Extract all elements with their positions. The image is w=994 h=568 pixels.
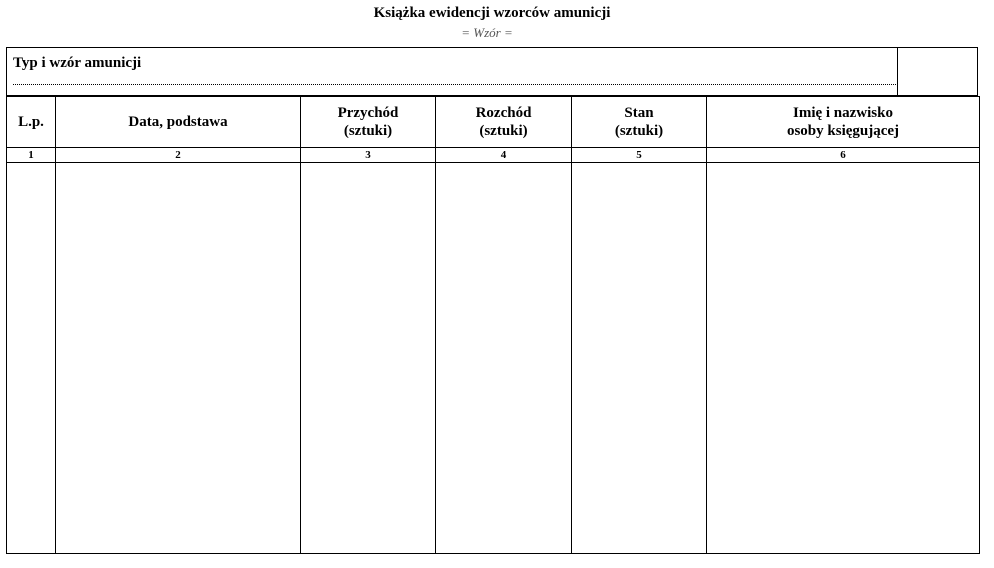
ammunition-type-label: Typ i wzór amunicji — [13, 55, 142, 71]
column-number: 6 — [707, 148, 980, 163]
entry-cell-stock[interactable] — [572, 163, 707, 554]
column-header-lp: L.p. — [7, 97, 56, 148]
column-header-outgo: Rozchód (sztuki) — [436, 97, 572, 148]
ammunition-type-fill-line[interactable] — [13, 84, 896, 85]
entry-cell-person[interactable] — [707, 163, 980, 554]
ammunition-type-box — [6, 47, 978, 96]
column-header-income: Przychód (sztuki) — [301, 97, 436, 148]
entry-cell-outgo[interactable] — [436, 163, 572, 554]
ammunition-type-side-divider — [897, 48, 898, 95]
column-number: 5 — [572, 148, 707, 163]
column-header-person: Imię i nazwisko osoby księgującej — [707, 97, 980, 148]
header-row — [7, 97, 980, 148]
column-header-date: Data, podstawa — [56, 97, 301, 148]
document-subtitle: = Wzór = — [461, 25, 513, 40]
column-number: 3 — [301, 148, 436, 163]
entry-area-row — [7, 163, 980, 554]
entry-cell-income[interactable] — [301, 163, 436, 554]
column-header-stock: Stan (sztuki) — [572, 97, 707, 148]
entry-cell-date[interactable] — [56, 163, 301, 554]
column-number: 4 — [436, 148, 572, 163]
column-number-row — [7, 148, 980, 163]
column-number: 1 — [7, 148, 56, 163]
column-number: 2 — [56, 148, 301, 163]
ledger-table — [6, 96, 980, 554]
entry-cell-lp[interactable] — [7, 163, 56, 554]
document-title: Książka ewidencji wzorców amunicji — [373, 5, 611, 21]
